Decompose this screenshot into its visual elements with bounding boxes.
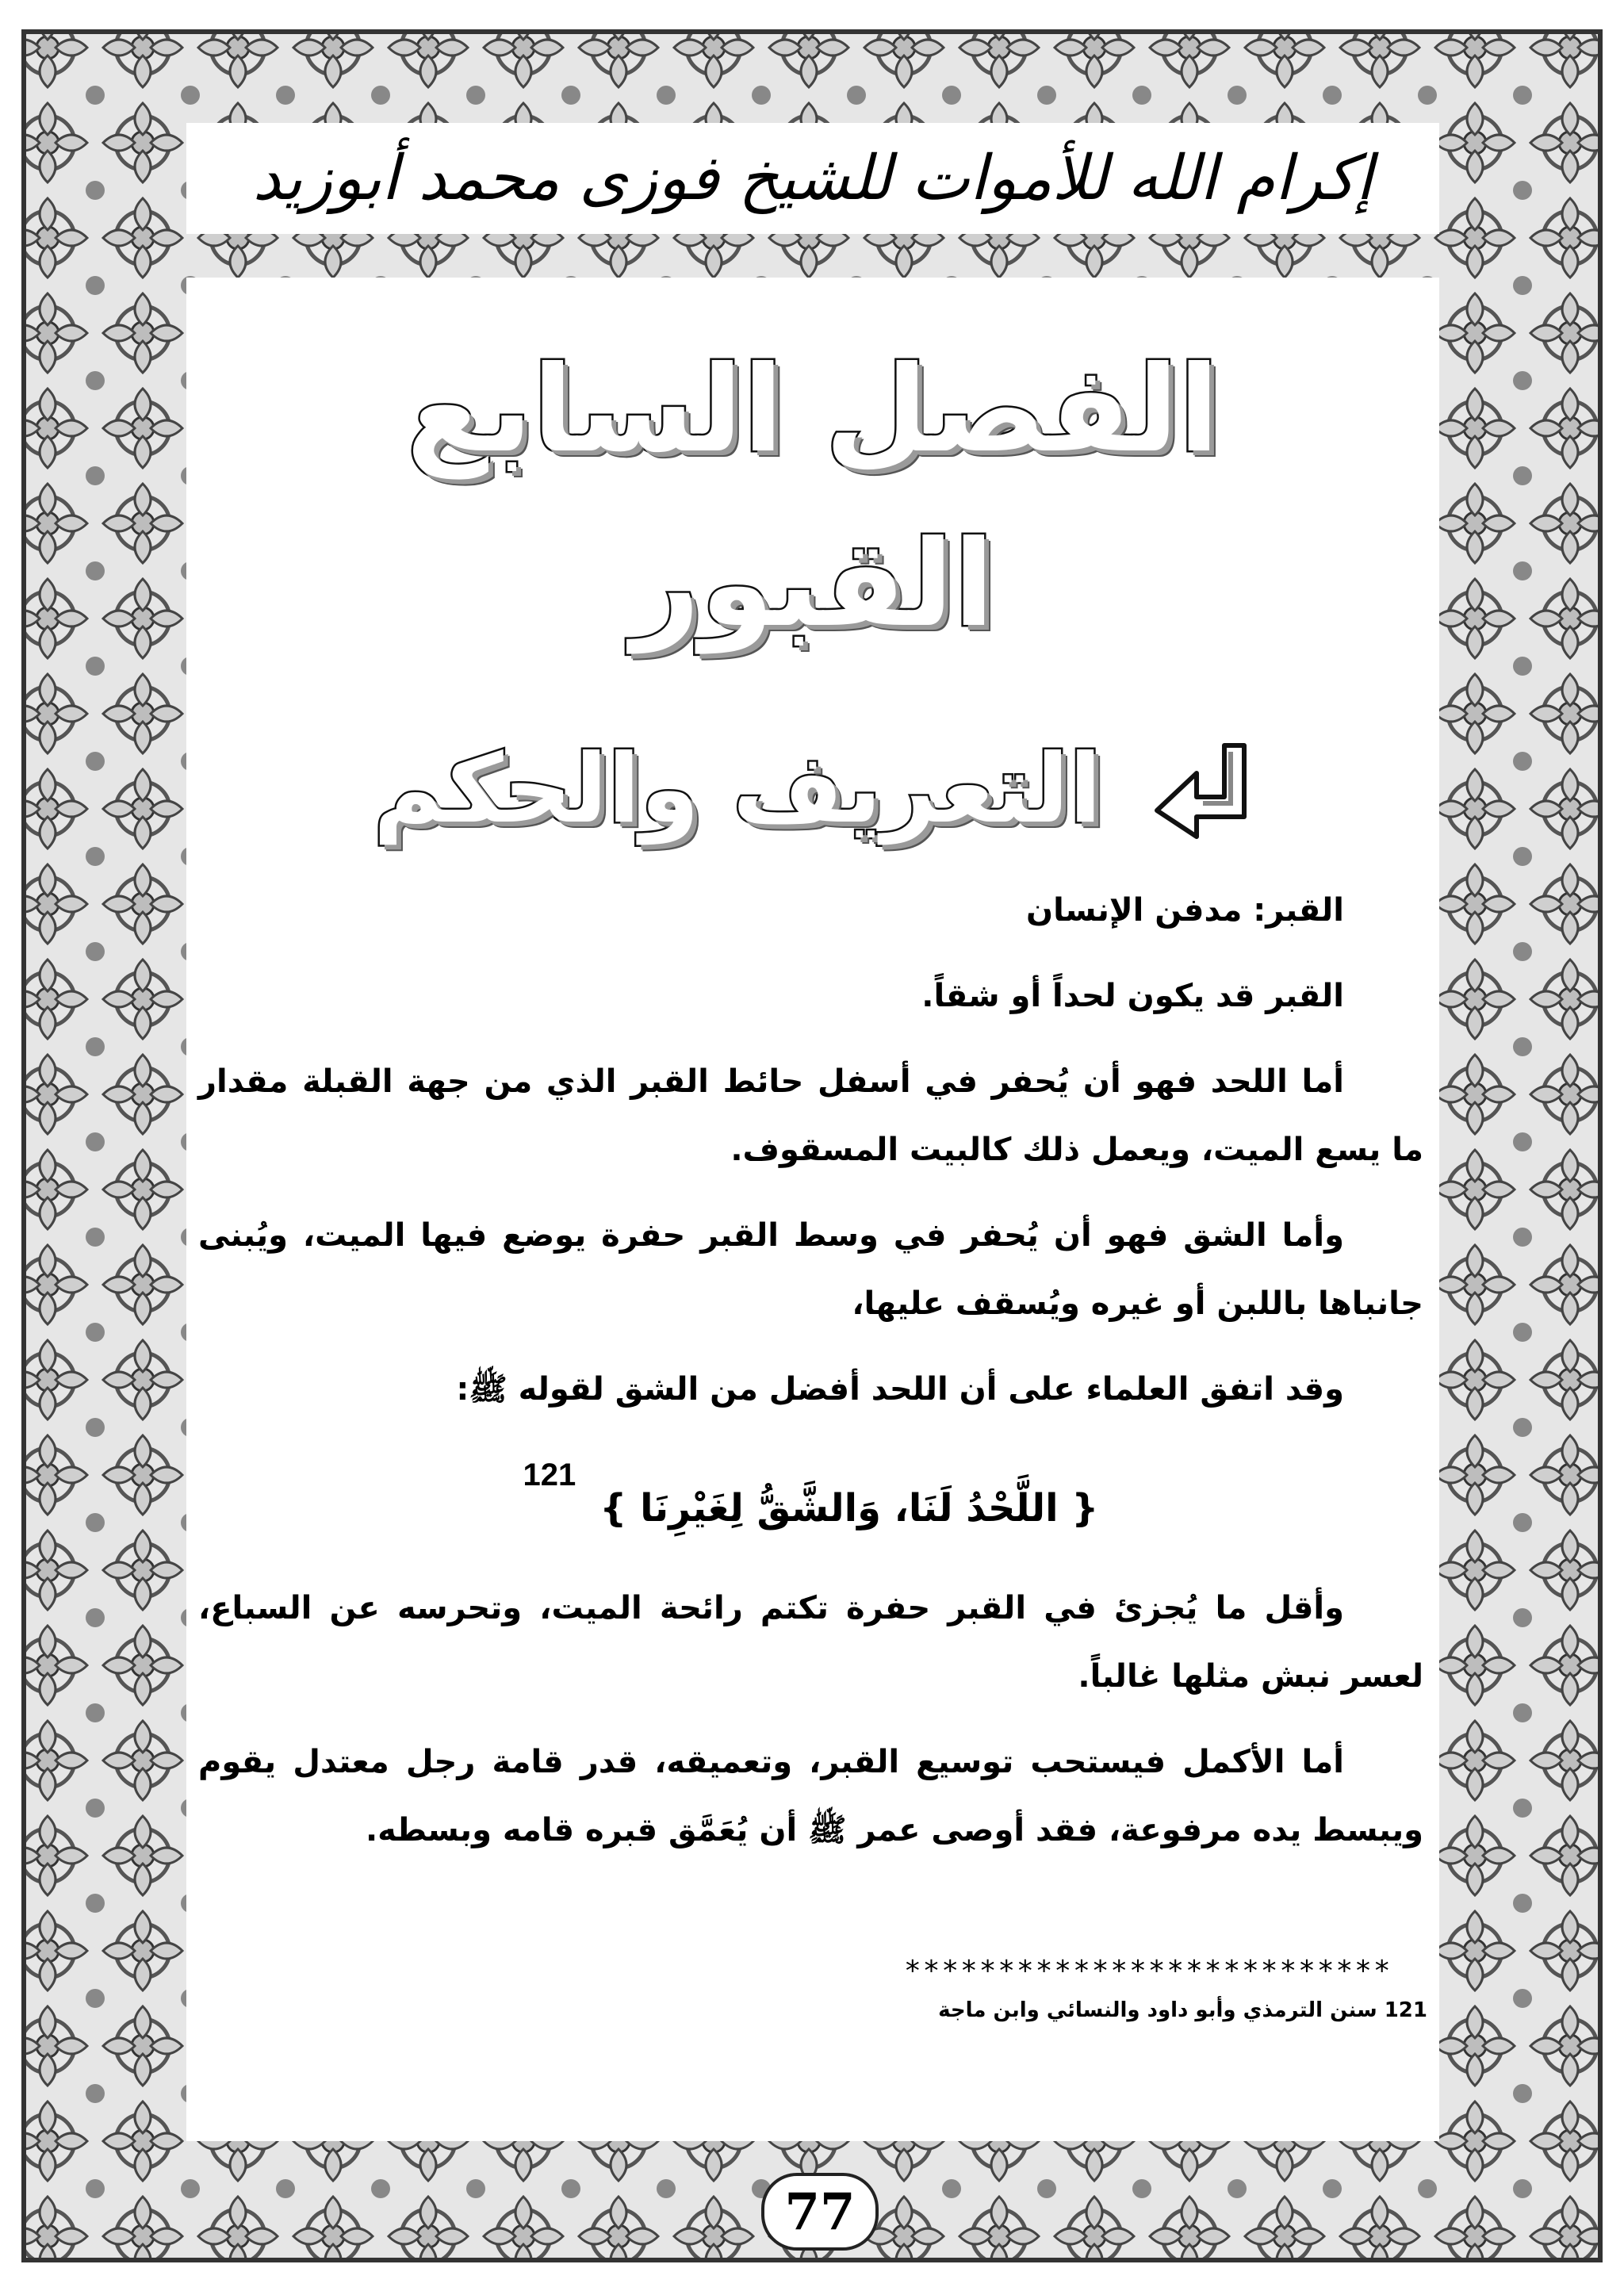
paragraph: أما الأكمل فيستحب توسيع القبر، وتعميقه، قدر قامة رجل معتدل يقوم ويبسط يده مرفوعة، فقد أوصى عمر ﷺ أن يُعَمَّق قبره قامه وبسطه.	[198, 1744, 1423, 1849]
paragraph: القبر: مدفن الإنسان	[1025, 892, 1344, 929]
footnote-number: 121	[1384, 1998, 1427, 2022]
hadith-text: { اللَّحْدُ لَنَا، وَالشَّقُّ لِغَيْرِنَا }	[599, 1486, 1099, 1531]
paragraph: القبر قد يكون لحداً أو شقاً.	[921, 978, 1344, 1014]
paragraph: وأما الشق فهو أن يُحفر في وسط القبر حفرة يوضع فيها الميت، ويُبنى جانباها باللبن أو غيره ويُسقف عليها،	[198, 1217, 1423, 1322]
chapter-subtitle: القبور	[631, 515, 994, 653]
arrow-icon	[1149, 737, 1252, 841]
footnote	[904, 1998, 1427, 2022]
footnote-separator: **************************	[904, 1955, 1392, 1987]
section-title: التعريف والحكم	[373, 734, 1102, 845]
page-number-box	[761, 2173, 879, 2251]
paragraph: أما اللحد فهو أن يُحفر في أسفل حائط القبر الذي من جهة القبلة مقدار ما يسع الميت، ويعمل ذلك كالبيت المسقوف.	[198, 1063, 1423, 1168]
footnote-ref: 121	[523, 1458, 576, 1492]
paragraph: وقد اتفق العلماء على أن اللحد أفضل من الشق لقوله ﷺ:	[456, 1371, 1344, 1408]
hadith-quote	[198, 1441, 1423, 1542]
body-text	[198, 876, 1423, 1882]
book-title: إكرام الله للأموات للشيخ فوزى محمد أبوزيد	[252, 143, 1373, 214]
footnote-text: سنن الترمذي وأبو داود والنسائي وابن ماجة	[938, 1998, 1377, 2022]
header-band	[186, 123, 1439, 234]
page-number: 77	[784, 2182, 856, 2242]
section-heading	[186, 730, 1439, 849]
paragraph: وأقل ما يُجزئ في القبر حفرة تكتم رائحة الميت، وتحرسه عن السباع، لعسر نبش مثلها غالباً.	[198, 1590, 1423, 1695]
chapter-title: الفصل السابع	[406, 341, 1220, 479]
